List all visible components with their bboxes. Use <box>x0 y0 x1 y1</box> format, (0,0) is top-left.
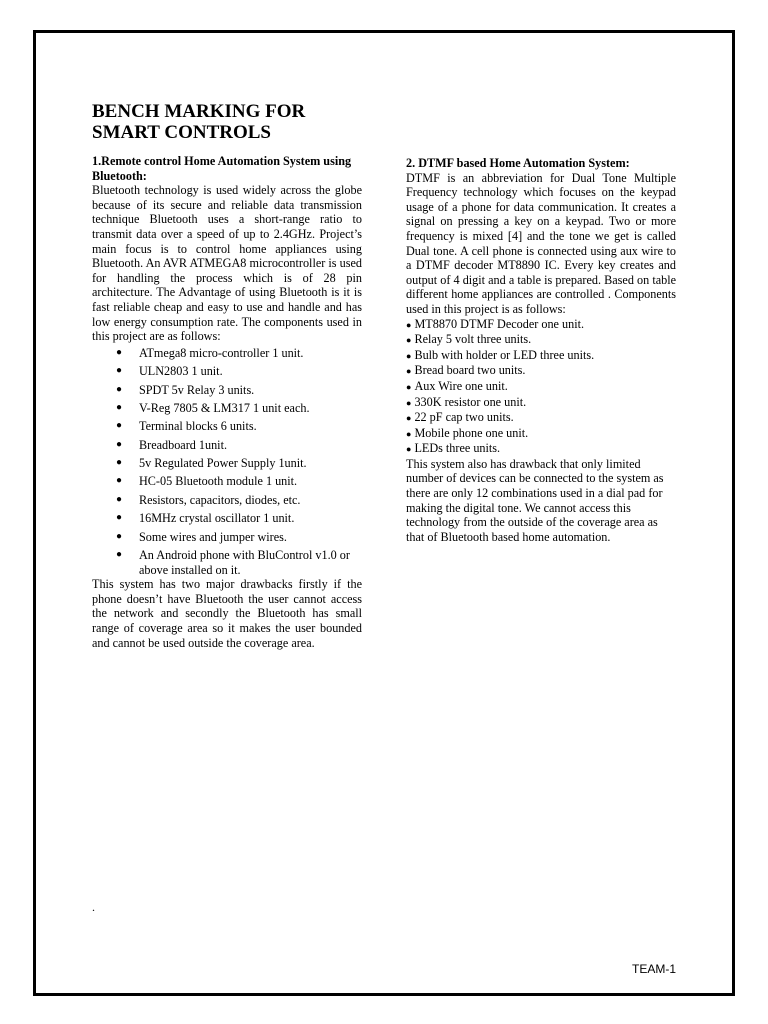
bullet-icon: ● <box>406 381 412 392</box>
list-item: ● HC-05 Bluetooth module 1 unit. <box>116 474 298 489</box>
list-item: ● 16MHz crystal oscillator 1 unit. <box>116 511 295 526</box>
list-item: ● Resistors, capacitors, diodes, etc. <box>116 492 301 507</box>
stray-mark: . <box>92 900 95 914</box>
list-item: ● An Android phone with BluControl v1.0 or above installed on it. <box>116 548 350 577</box>
section-outro: This system has two major drawbacks firstly if the phone doesn’t have Bluetooth the user cannot access the network and secondly the Bluetooth has small range of coverage area so it makes the user bounded and cannot be used outside the coverage area. <box>92 577 362 650</box>
bullet-icon: ● <box>406 319 412 330</box>
section-intro: DTMF is an abbreviation for Dual Tone Multiple Frequency technology which focuses on the keypad usage of a phone for data communication. It creates a signal on pressing a key on a keypad. Two or more frequency is mixed [4] and the tone we get is called Dual tone. A cell phone is connected using aux wire to a DTMF decoder MT8890 IC. Every key creates and output of 4 digit and a table is prepared. Based on table different home appliances are controlled . Components used in this project is as follows: <box>406 170 676 316</box>
list-item: ● LEDs three units. <box>406 441 501 456</box>
section-heading: 1.Remote control Home Automation System using Bluetooth: <box>92 154 352 183</box>
bullet-icon: ● <box>116 549 123 561</box>
list-item: ● Bulb with holder or LED three units. <box>406 347 595 362</box>
bullet-icon: ● <box>116 438 123 450</box>
list-item: ● Bread board two units. <box>406 363 526 378</box>
bullet-icon: ● <box>116 365 123 377</box>
section-remote-control <box>92 154 362 650</box>
component-list <box>92 346 362 577</box>
bullet-icon: ● <box>116 457 123 469</box>
bullet-icon: ● <box>406 444 412 455</box>
section-heading: 2. DTMF based Home Automation System: <box>406 156 630 170</box>
bullet-icon: ● <box>116 493 123 505</box>
list-item: ● 5v Regulated Power Supply 1unit. <box>116 456 307 471</box>
bullet-icon: ● <box>116 346 123 358</box>
bullet-icon: ● <box>406 366 412 377</box>
list-item: ● Breadboard 1unit. <box>116 437 227 452</box>
list-item: ● Relay 5 volt three units. <box>406 332 532 347</box>
list-item: ● 330K resistor one unit. <box>406 394 527 409</box>
bullet-icon: ● <box>406 397 412 408</box>
list-item: ● ATmega8 micro-controller 1 unit. <box>116 345 304 360</box>
footer-team-label: TEAM-1 <box>631 962 676 976</box>
section-dtmf <box>406 156 676 544</box>
bullet-icon: ● <box>116 530 123 542</box>
bullet-icon: ● <box>406 350 412 361</box>
page-title <box>92 101 305 143</box>
bullet-icon: ● <box>116 383 123 395</box>
list-item: ● MT8870 DTMF Decoder one unit. <box>406 316 585 331</box>
title-line: SMART CONTROLS <box>92 122 271 143</box>
bullet-icon: ● <box>116 512 123 524</box>
bullet-icon: ● <box>116 420 123 432</box>
bullet-icon: ● <box>406 335 412 346</box>
list-item: ● Aux Wire one unit. <box>406 378 508 393</box>
list-item: ● Mobile phone one unit. <box>406 425 529 440</box>
list-item: ● 22 pF cap two units. <box>406 410 514 425</box>
list-item: ● ULN2803 1 unit. <box>116 364 223 379</box>
title-line: BENCH MARKING FOR <box>92 101 306 122</box>
list-item: ● V-Reg 7805 & LM317 1 unit each. <box>116 400 310 415</box>
list-item: ● Some wires and jumper wires. <box>116 529 287 544</box>
bullet-icon: ● <box>406 428 412 439</box>
bullet-icon: ● <box>116 475 123 487</box>
bullet-icon: ● <box>406 413 412 424</box>
bullet-icon: ● <box>116 401 123 413</box>
component-list <box>406 317 676 457</box>
section-intro: Bluetooth technology is used widely across the globe because of its secure and reliable data transmission technique Bluetooth uses a short-range ratio to transmit data over a speed of up to 2.4GHz. Project’s main focus is to control home appliances using Bluetooth. An AVR ATMEGA8 microcontroller is used for handling the process which is of 28 pin architecture. The Advantage of using Bluetooth is it is fast reliable cheap and easy to use and handle and has low energy consumption rate. The components used in this project are as follows: <box>92 183 362 344</box>
section-outro: This system also has drawback that only limited number of devices can be connected to the system as there are only 12 combinations used in a dial pad for making the digital tone. We cannot access this technology from the outside of the coverage area as that of Bluetooth based home automation. <box>406 456 664 544</box>
list-item: ● SPDT 5v Relay 3 units. <box>116 382 255 397</box>
list-item: ● Terminal blocks 6 units. <box>116 419 257 434</box>
